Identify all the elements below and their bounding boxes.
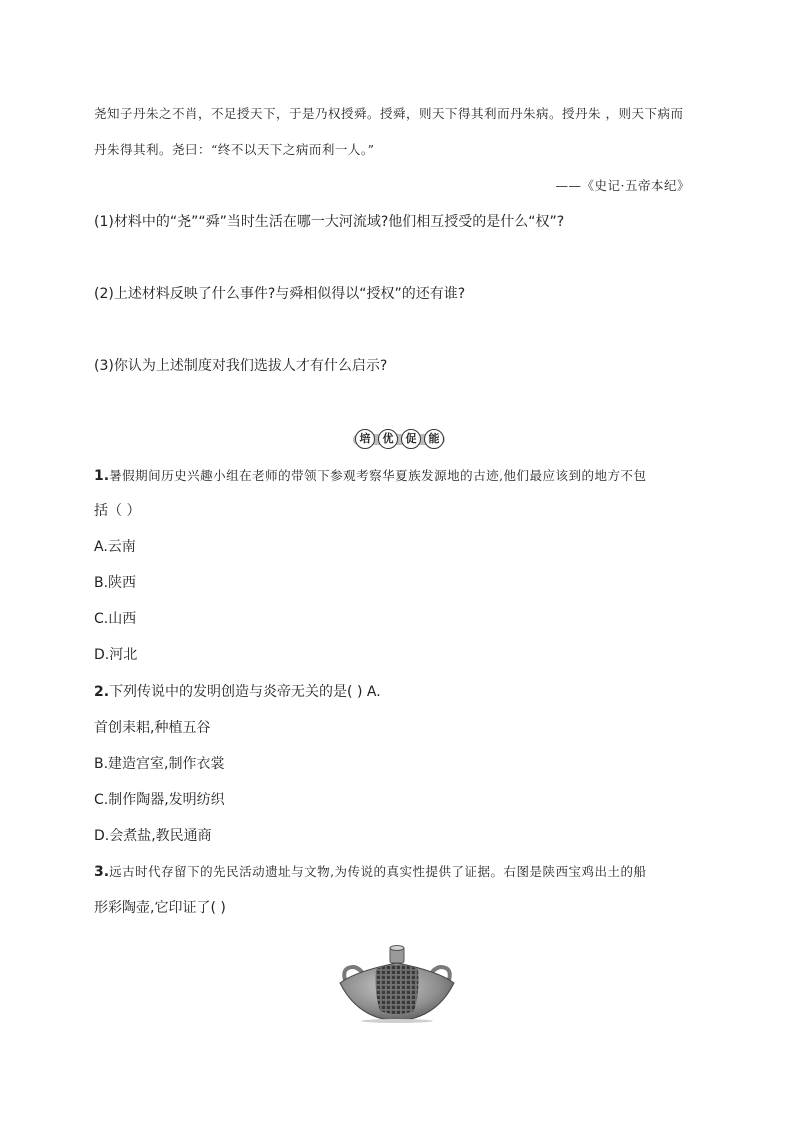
section-banner-char-4: 能 xyxy=(424,429,444,449)
question-1-text-line-1: 暑假期间历史兴趣小组在老师的带领下参观考察华夏族发源地的古迹,他们最应该到的地方不包 xyxy=(109,468,647,483)
section-banner-char-2: 优 xyxy=(378,429,398,449)
question-2-text-line-1: 下列传说中的发明创造与炎帝无关的是( ) A. xyxy=(109,684,381,700)
question-1-number: 1. xyxy=(94,468,110,484)
question-2-option-c: C.制作陶器,发明纺织 xyxy=(94,792,225,808)
question-1-option-b: B.陕西 xyxy=(94,575,137,591)
question-1-option-c: C.山西 xyxy=(94,611,137,627)
question-3-text-line-2: 形彩陶壶,它印证了( ) xyxy=(94,900,226,916)
passage-line-1: 尧知子丹朱之不肖，不足授天下，于是乃权授舜。授舜，则天下得其利而丹朱病。授丹朱 ，则天下病而 xyxy=(94,106,684,121)
sub-question-2: (2)上述材料反映了什么事件?与舜相似得以“授权”的还有谁? xyxy=(94,286,466,302)
passage-line-2: 丹朱得其利。尧曰：“终不以天下之病而利一人。” xyxy=(94,142,375,157)
question-2-option-b: B.建造宫室,制作衣裳 xyxy=(94,756,225,772)
question-2 xyxy=(94,682,381,702)
question-3 xyxy=(94,862,647,882)
sub-question-1: (1)材料中的“尧”“舜”当时生活在哪一大河流域?他们相互授受的是什么“权”? xyxy=(94,214,565,230)
section-banner-char-3: 促 xyxy=(401,429,421,449)
question-1-text-line-2: 括（ ） xyxy=(94,503,141,519)
passage-source: ——《史记·五帝本纪》 xyxy=(555,178,690,193)
question-1-option-a: A.云南 xyxy=(94,539,136,555)
question-1 xyxy=(94,466,647,486)
question-3-text-line-1: 远古时代存留下的先民活动遗址与文物,为传说的真实性提供了证据。右图是陕西宝鸡出土的船 xyxy=(109,864,647,879)
question-1-option-d: D.河北 xyxy=(94,647,138,663)
question-2-option-a: 首创耒耜,种植五谷 xyxy=(94,720,211,736)
boat-pottery-pot-image xyxy=(336,945,458,1023)
question-3-number: 3. xyxy=(94,864,110,880)
question-2-option-d: D.会煮盐,教民通商 xyxy=(94,828,212,844)
section-banner-char-1: 培 xyxy=(355,429,375,449)
section-banner xyxy=(353,429,445,449)
question-2-number: 2. xyxy=(94,684,110,700)
sub-question-3: (3)你认为上述制度对我们选拔人才有什么启示? xyxy=(94,358,388,374)
